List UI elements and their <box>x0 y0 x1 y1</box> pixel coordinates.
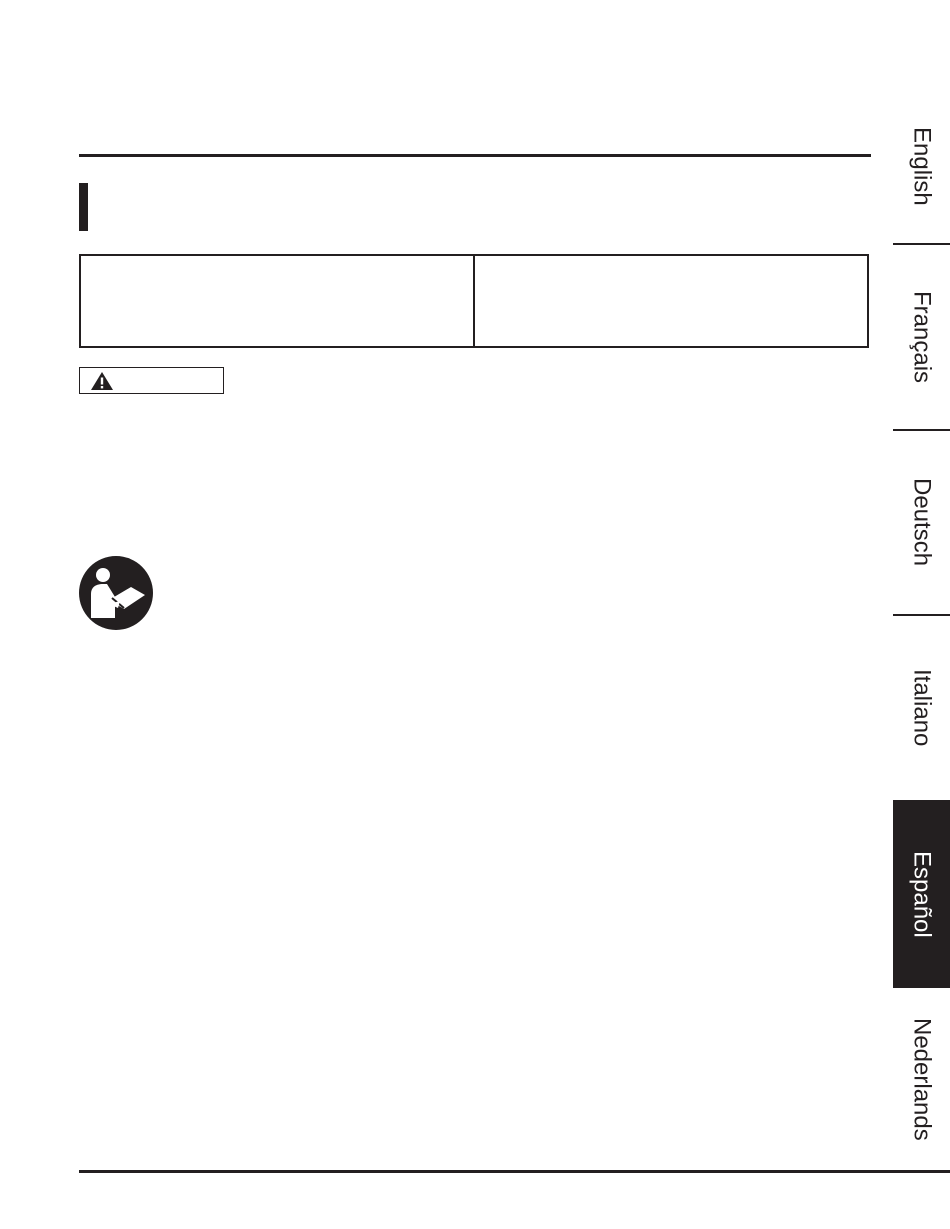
tab-nederlands-label: Nederlands <box>908 1017 936 1141</box>
tab-italiano[interactable] <box>893 616 950 800</box>
read-manual-icon <box>79 556 153 630</box>
tab-espanol-label: Español <box>908 850 936 938</box>
tab-english-label: English <box>908 127 936 206</box>
bottom-rule <box>79 1170 950 1173</box>
warning-triangle-icon <box>90 371 114 391</box>
warning-label-box <box>79 367 224 394</box>
spec-table <box>79 254 869 348</box>
section-heading-bar <box>79 183 88 231</box>
tab-francais[interactable] <box>893 245 950 429</box>
tab-italiano-label: Italiano <box>908 669 936 747</box>
tab-deutsch[interactable] <box>893 431 950 614</box>
top-rule <box>79 154 871 157</box>
tab-espanol[interactable] <box>893 800 950 988</box>
tab-nederlands[interactable] <box>893 988 950 1170</box>
tab-english[interactable] <box>893 90 950 243</box>
tab-francais-label: Français <box>908 290 936 384</box>
spec-table-cell-right <box>475 256 867 346</box>
tab-deutsch-label: Deutsch <box>908 478 936 567</box>
spec-table-cell-left <box>81 256 475 346</box>
